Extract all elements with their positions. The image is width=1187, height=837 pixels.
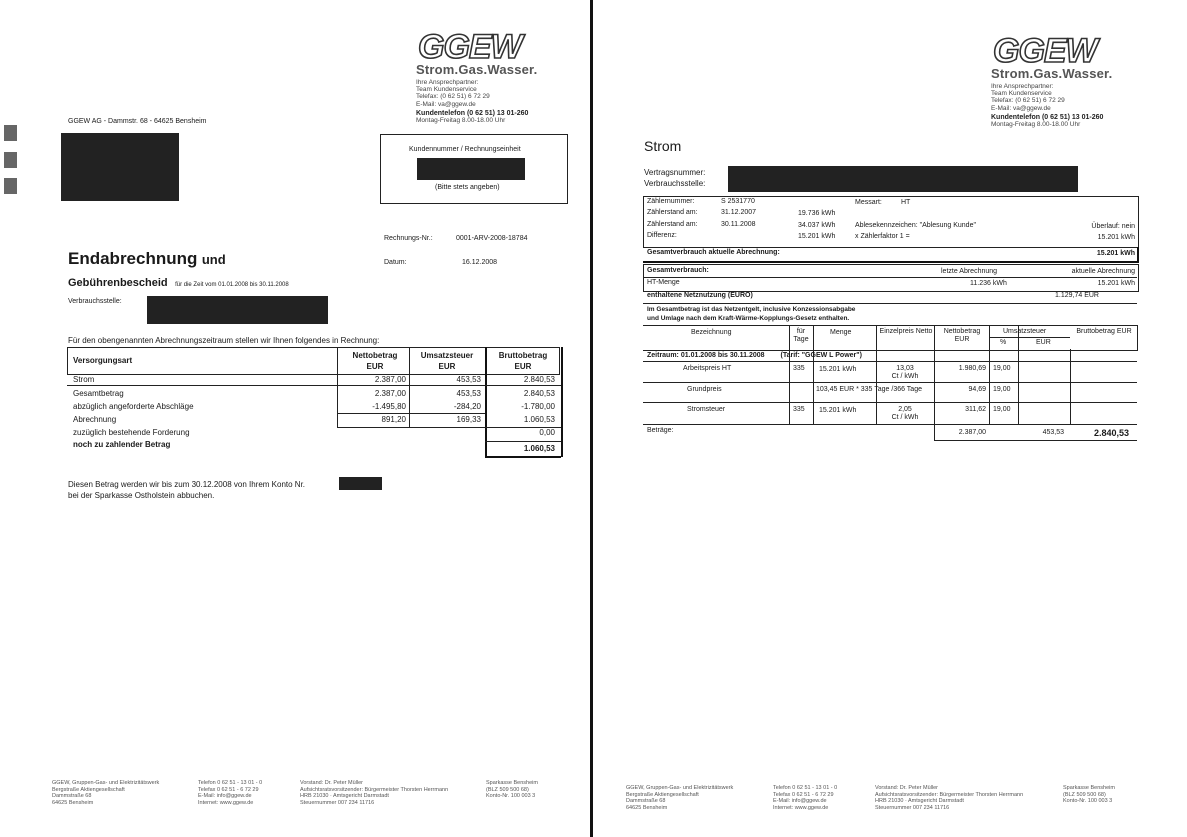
- company-logo: GGEW: [418, 28, 522, 66]
- table-row-gross: 2.840,53: [523, 375, 555, 384]
- table-row-label: zuzüglich bestehende Forderung: [73, 428, 190, 437]
- col-header-qty: Menge: [830, 329, 852, 336]
- detail-row-vat: 19,00: [993, 365, 1011, 372]
- scan-mark: [4, 125, 17, 141]
- usage-site-redacted: [147, 296, 328, 324]
- contact-block: Ihre Ansprechpartner: Team Kundenservice Telefax: (0 62 51) 6 72 29 E-Mail: va@ggew.de Kundentelefon (0 62 51) 13 01-260 Montag-Freitag 8.00-18.00 Uhr: [416, 79, 529, 125]
- invoice-date: 16.12.2008: [462, 259, 498, 266]
- col-header-vat-eur: EUR: [1036, 339, 1051, 346]
- customer-box-title: Kundennummer / Rechnungseinheit: [409, 146, 521, 153]
- detail-row-qty: 15.201 kWh: [819, 366, 857, 373]
- detail-row-net: 311,62: [965, 406, 986, 413]
- reading2-value: 34.037 kWh: [798, 222, 836, 229]
- table-row-label: abzüglich angeforderte Abschläge: [73, 402, 194, 411]
- table-row-tax: -284,20: [453, 402, 481, 411]
- ht-current: 15.201 kWh: [1097, 280, 1135, 287]
- table-row-gross: 2.840,53: [523, 389, 555, 398]
- reading2-date: 30.11.2008: [721, 221, 756, 228]
- table-row-gross: 0,00: [539, 428, 555, 437]
- current-consumption-value: 15.201 kWh: [1096, 250, 1135, 257]
- meter-type: HT: [901, 199, 911, 206]
- detail-row-name: Arbeitspreis HT: [683, 365, 732, 372]
- current-billing-label: aktuelle Abrechnung: [1071, 268, 1135, 275]
- account-number-redacted: [339, 477, 382, 490]
- detail-row-vat: 19,00: [993, 386, 1011, 393]
- table-row-gross: 1.060,53: [523, 415, 555, 424]
- difference-total: 15.201 kWh: [1097, 234, 1135, 241]
- footer-contact: Telefon 0 62 51 - 13 01 - 0 Telefax 0 62 51 - 6 72 29 E-Mail: info@ggew.de Internet: www.ggew.de: [198, 780, 263, 806]
- detail-row-days: 335: [793, 406, 805, 413]
- footer-contact: Telefon 0 62 51 - 13 01 - 0 Telefax 0 62 51 - 6 72 29 E-Mail: info@ggew.de Internet: www.ggew.de: [773, 785, 838, 811]
- detail-row-qty: 103,45 EUR * 335 Tage /366 Tage: [816, 386, 922, 393]
- ht-last: 11.236 kWh: [970, 280, 1007, 287]
- col-header-vat-pct: %: [1000, 339, 1007, 346]
- header-type: Versorgungsart: [73, 356, 133, 365]
- footer-bank: Sparkasse Bensheim (BLZ 509 500 68) Konto-Nr. 100 003 3: [486, 780, 538, 799]
- contract-number-label: Vertragsnummer:: [644, 168, 706, 177]
- invoice-date-label: Datum:: [384, 259, 407, 266]
- col-header-vat: Umsatzsteuer: [1003, 328, 1047, 335]
- meter-factor: x Zählerfaktor 1 =: [855, 233, 910, 240]
- invoice-number: 0001-ARV-2008-18784: [456, 235, 528, 242]
- table-row-tax: 453,53: [456, 389, 481, 398]
- sum-net: 2.387,00: [958, 429, 986, 436]
- detail-row-qty: 15.201 kWh: [819, 407, 857, 414]
- billing-period: Zeitraum: 01.01.2008 bis 30.11.2008 (Tarif: "GGEW L Power"): [647, 352, 862, 359]
- scan-mark: [4, 152, 17, 168]
- reading-code: Ablesekennzeichen: "Ablesung Kunde": [855, 222, 976, 229]
- footer-company: GGEW, Gruppen-Gas- und Elektrizitätswerk Bergstraße Aktiengesellschaft Dammstraße 68 64625 Bensheim: [626, 785, 734, 811]
- footer-company: GGEW, Gruppen-Gas- und Elektrizitätswerk Bergstraße Aktiengesellschaft Dammstraße 68 64625 Bensheim: [52, 780, 160, 806]
- detail-row-net: 94,69: [968, 386, 986, 393]
- detail-row-vat: 19,00: [993, 406, 1011, 413]
- detail-row-name: Grundpreis: [687, 386, 722, 393]
- difference-value: 15.201 kWh: [798, 233, 836, 240]
- table-row-label: Gesamtbetrag: [73, 389, 124, 398]
- table-row-label: Abrechnung: [73, 415, 117, 424]
- header-net: Nettobetrag EUR: [352, 351, 398, 371]
- section-title: Strom: [644, 138, 682, 154]
- meter-number-label: Zählernummer:: [647, 198, 695, 205]
- table-row-tax: 169,33: [456, 415, 481, 424]
- scan-mark: [4, 178, 17, 194]
- recipient-redacted: [61, 133, 179, 201]
- detail-row-net: 1.980,69: [958, 365, 986, 372]
- grid-note-1: Im Gesamtbetrag ist das Netzentgelt, inclusive Konzessionsabgabe: [647, 306, 856, 313]
- total-consumption-label: Gesamtverbrauch:: [647, 267, 709, 274]
- amount-due-label: noch zu zahlender Betrag: [73, 440, 171, 449]
- footer-board: Vorstand: Dr. Peter Müller Aufsichtsratsvorsitzender: Bürgermeister Thorsten Herrmann HRB 21030 · Amtsgericht Darmstadt Steuernummer 007 234 11716: [875, 785, 1024, 811]
- debit-text-1: Diesen Betrag werden wir bis zum 30.12.2008 von Ihrem Konto Nr.: [68, 480, 306, 489]
- usage-site-label: Verbrauchsstelle:: [68, 298, 122, 305]
- customer-box-note: (Bitte stets angeben): [435, 184, 500, 191]
- billing-table: [67, 347, 561, 457]
- contract-redacted: [728, 166, 1078, 192]
- grid-usage-label: enthaltene Netznutzung (EURO): [647, 292, 753, 299]
- customer-number-redacted: [417, 158, 525, 180]
- col-header-net: Nettobetrag EUR: [943, 328, 981, 343]
- header-tax: Umsatzsteuer EUR: [420, 351, 474, 371]
- table-row-gross: -1.780,00: [521, 402, 555, 411]
- amount-due: 1.060,53: [523, 444, 555, 453]
- company-logo: GGEW: [993, 32, 1097, 70]
- difference-label: Differenz:: [647, 232, 677, 239]
- table-row-label: Strom: [73, 375, 95, 384]
- detail-row-price: 2,05 Ct / kWh: [891, 406, 919, 421]
- table-row-net: 891,20: [381, 415, 406, 424]
- grid-usage-value: 1.129,74 EUR: [1055, 292, 1099, 299]
- detail-row-price: 13,03 Ct / kWh: [891, 365, 919, 380]
- reading2-label: Zählerstand am:: [647, 221, 698, 228]
- intro-text: Für den obengenannten Abrechnungszeitraum stellen wir Ihnen folgendes in Rechnung:: [68, 336, 380, 345]
- footer-board: Vorstand: Dr. Peter Müller Aufsichtsratsvorsitzender: Bürgermeister Thorsten Herrmann HRB 21030 · Amtsgericht Darmstadt Steuernummer 007 234 11716: [300, 780, 449, 806]
- col-header-days: für Tage: [793, 328, 809, 343]
- meter-number: S 2531770: [721, 198, 755, 205]
- table-row-net: -1.495,80: [372, 402, 406, 411]
- sum-gross: 2.840,53: [1093, 428, 1129, 438]
- last-billing-label: letzte Abrechnung: [941, 268, 998, 275]
- header-gross: Bruttobetrag EUR: [498, 351, 548, 371]
- footer-bank: Sparkasse Bensheim (BLZ 509 500 68) Konto-Nr. 100 003 3: [1063, 785, 1115, 804]
- debit-text-2: bei der Sparkasse Ostholstein abbuchen.: [68, 491, 215, 500]
- reading1-date: 31.12.2007: [721, 209, 757, 216]
- company-tagline: Strom.Gas.Wasser.: [416, 62, 538, 77]
- detail-row-name: Stromsteuer: [687, 406, 726, 413]
- col-header-gross: Bruttobetrag EUR: [1076, 328, 1132, 335]
- reading1-value: 19.736 kWh: [798, 210, 836, 217]
- detail-table: [643, 325, 1137, 441]
- sum-vat: 453,53: [1042, 429, 1064, 436]
- ht-label: HT-Menge: [647, 279, 680, 286]
- col-header-name: Bezeichnung: [691, 329, 732, 336]
- table-row-net: 2.387,00: [374, 389, 406, 398]
- table-row-net: 2.387,00: [374, 375, 406, 384]
- current-consumption-label: Gesamtverbrauch aktuelle Abrechnung:: [647, 249, 780, 256]
- meter-type-label: Messart:: [855, 199, 882, 206]
- company-tagline: Strom.Gas.Wasser.: [991, 66, 1113, 81]
- page-title: Endabrechnung und: [68, 249, 226, 268]
- overflow-flag: Überlauf: nein: [1091, 223, 1135, 230]
- usage-site-label: Verbrauchsstelle:: [644, 179, 706, 188]
- sender-address: GGEW AG - Dammstr. 68 - 64625 Bensheim: [68, 118, 207, 125]
- col-header-unit-price: Einzelpreis Netto: [879, 328, 933, 335]
- customer-number-box: [380, 134, 568, 204]
- page-subtitle: Gebührenbescheid für die Zeit vom 01.01.2008 bis 30.11.2008: [68, 277, 289, 289]
- grid-note-2: und Umlage nach dem Kraft-Wärme-Kopplungs-Gesetz enthalten.: [647, 315, 850, 322]
- invoice-page-1: [0, 0, 590, 837]
- detail-row-days: 335: [793, 365, 805, 372]
- reading1-label: Zählerstand am:: [647, 209, 698, 216]
- contact-block: Ihre Ansprechpartner: Team Kundenservice Telefax: (0 62 51) 6 72 29 E-Mail: va@ggew.de Kundentelefon (0 62 51) 13 01-260 Montag-Freitag 8.00-18.00 Uhr: [991, 83, 1104, 129]
- invoice-page-2: [593, 0, 1187, 837]
- sum-label: Beträge:: [647, 427, 674, 434]
- table-row-tax: 453,53: [456, 375, 481, 384]
- invoice-number-label: Rechnungs-Nr.:: [384, 235, 433, 242]
